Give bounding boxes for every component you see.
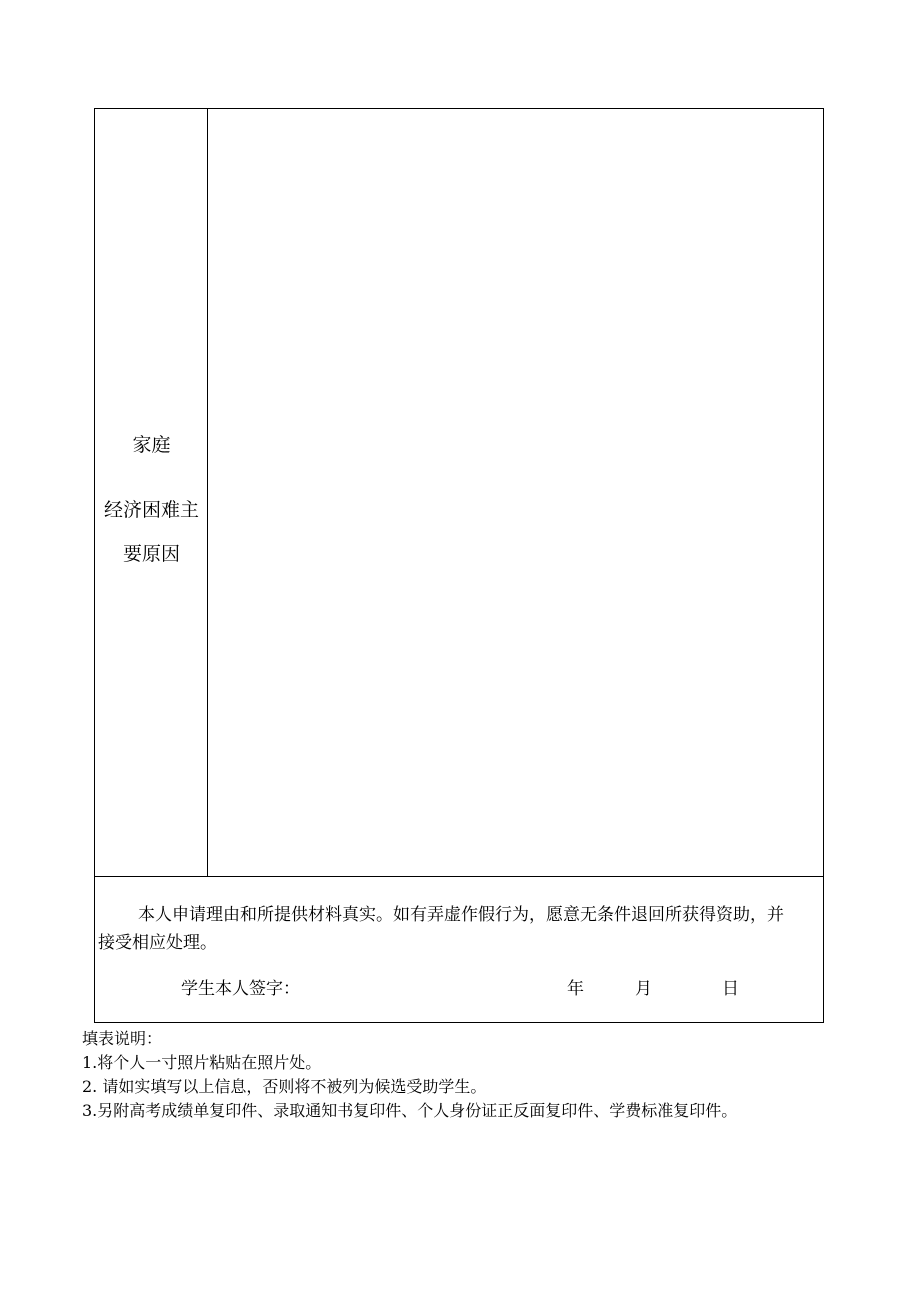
instruction-item: 1.将个人一寸照片粘贴在照片处。 — [82, 1053, 322, 1072]
hardship-reason-row — [95, 109, 823, 877]
hardship-reason-input-area[interactable] — [208, 109, 823, 876]
date-day-label: 日 — [722, 979, 739, 999]
application-form-table — [94, 108, 824, 1023]
instruction-item: 2. 请如实填写以上信息，否则将不被列为候选受助学生。 — [82, 1077, 487, 1096]
signature-label: 学生本人签字： — [181, 979, 300, 999]
date-month-label: 月 — [635, 979, 652, 999]
declaration-row — [95, 877, 823, 1023]
hardship-reason-label-line1: 家庭 — [132, 434, 171, 456]
declaration-text: 本人申请理由和所提供材料真实。如有弄虚作假行为，愿意无条件退回所获得资助，并接受相应处理。 — [98, 905, 784, 953]
hardship-reason-label-cell — [95, 109, 208, 876]
instruction-item: 3.另附高考成绩单复印件、录取通知书复印件、个人身份证正反面复印件、学费标准复印件。 — [82, 1101, 738, 1120]
filling-instructions — [82, 1027, 882, 1123]
hardship-reason-label-line2: 经济困难主 — [103, 499, 199, 521]
date-year-label: 年 — [567, 979, 584, 999]
hardship-reason-label-line3: 要原因 — [122, 543, 180, 565]
instructions-title: 填表说明： — [82, 1029, 163, 1048]
